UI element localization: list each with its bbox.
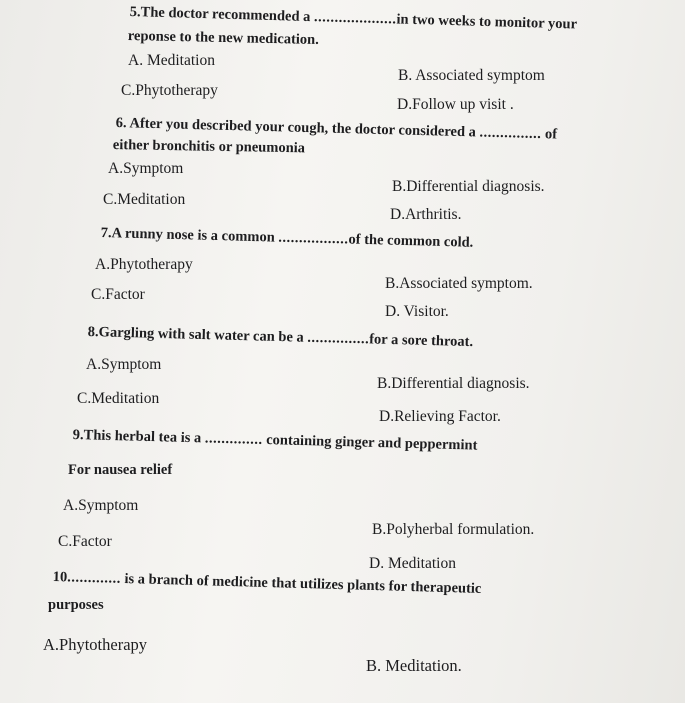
- option-7d[interactable]: D. Visitor.: [385, 303, 449, 320]
- option-9b[interactable]: B.Polyherbal formulation.: [372, 521, 535, 538]
- question-6-line-1: 6. After you described your cough, the doctor considered a ............... of: [115, 115, 558, 143]
- option-6c[interactable]: C.Meditation: [103, 191, 186, 208]
- option-10a[interactable]: A.Phytotherapy: [43, 635, 148, 654]
- question-10-line-2: purposes: [48, 597, 104, 613]
- option-5d[interactable]: D.Follow up visit .: [397, 96, 514, 113]
- option-7a[interactable]: A.Phytotherapy: [95, 256, 193, 273]
- option-9c[interactable]: C.Factor: [58, 533, 112, 550]
- question-6-line-2: either bronchitis or pneumonia: [112, 137, 306, 157]
- question-9-line-1: 9.This herbal tea is a .............. containing ginger and peppermint: [72, 427, 478, 454]
- question-8-line-1: 8.Gargling with salt water can be a ...............for a sore throat.: [87, 324, 474, 351]
- answer-blank[interactable]: ...............: [307, 329, 370, 348]
- option-6b[interactable]: B.Differential diagnosis.: [392, 178, 545, 195]
- answer-blank[interactable]: ....................: [313, 9, 397, 28]
- option-8b[interactable]: B.Differential diagnosis.: [377, 375, 530, 392]
- option-9a[interactable]: A.Symptom: [63, 497, 139, 514]
- option-8c[interactable]: C.Meditation: [77, 390, 160, 407]
- option-8a[interactable]: A.Symptom: [86, 356, 162, 373]
- question-5-line-1: 5.The doctor recommended a ....................in two weeks to monitor your: [129, 4, 578, 33]
- option-5c[interactable]: C.Phytotherapy: [121, 82, 218, 99]
- option-6a[interactable]: A.Symptom: [108, 160, 184, 177]
- option-7c[interactable]: C.Factor: [91, 286, 145, 303]
- option-5a[interactable]: A. Meditation: [128, 52, 215, 69]
- option-7b[interactable]: B.Associated symptom.: [385, 275, 533, 292]
- answer-blank[interactable]: .................: [278, 229, 349, 248]
- option-6d[interactable]: D.Arthritis.: [390, 206, 462, 223]
- answer-blank[interactable]: .............: [67, 569, 122, 587]
- option-5b[interactable]: B. Associated symptom: [398, 67, 545, 84]
- option-10b[interactable]: B. Meditation.: [366, 656, 462, 675]
- question-10-line-1: 10............. is a branch of medicine that utilizes plants for therapeutic: [52, 569, 482, 597]
- question-7-line-1: 7.A runny nose is a common .................of the common cold.: [100, 225, 474, 251]
- question-9-line-2: For nausea relief: [68, 462, 173, 478]
- answer-blank[interactable]: ..............: [204, 430, 263, 448]
- option-9d[interactable]: D. Meditation: [369, 555, 456, 572]
- answer-blank[interactable]: ...............: [479, 124, 542, 143]
- option-8d[interactable]: D.Relieving Factor.: [379, 408, 501, 425]
- question-5-line-2: reponse to the new medication.: [127, 28, 320, 48]
